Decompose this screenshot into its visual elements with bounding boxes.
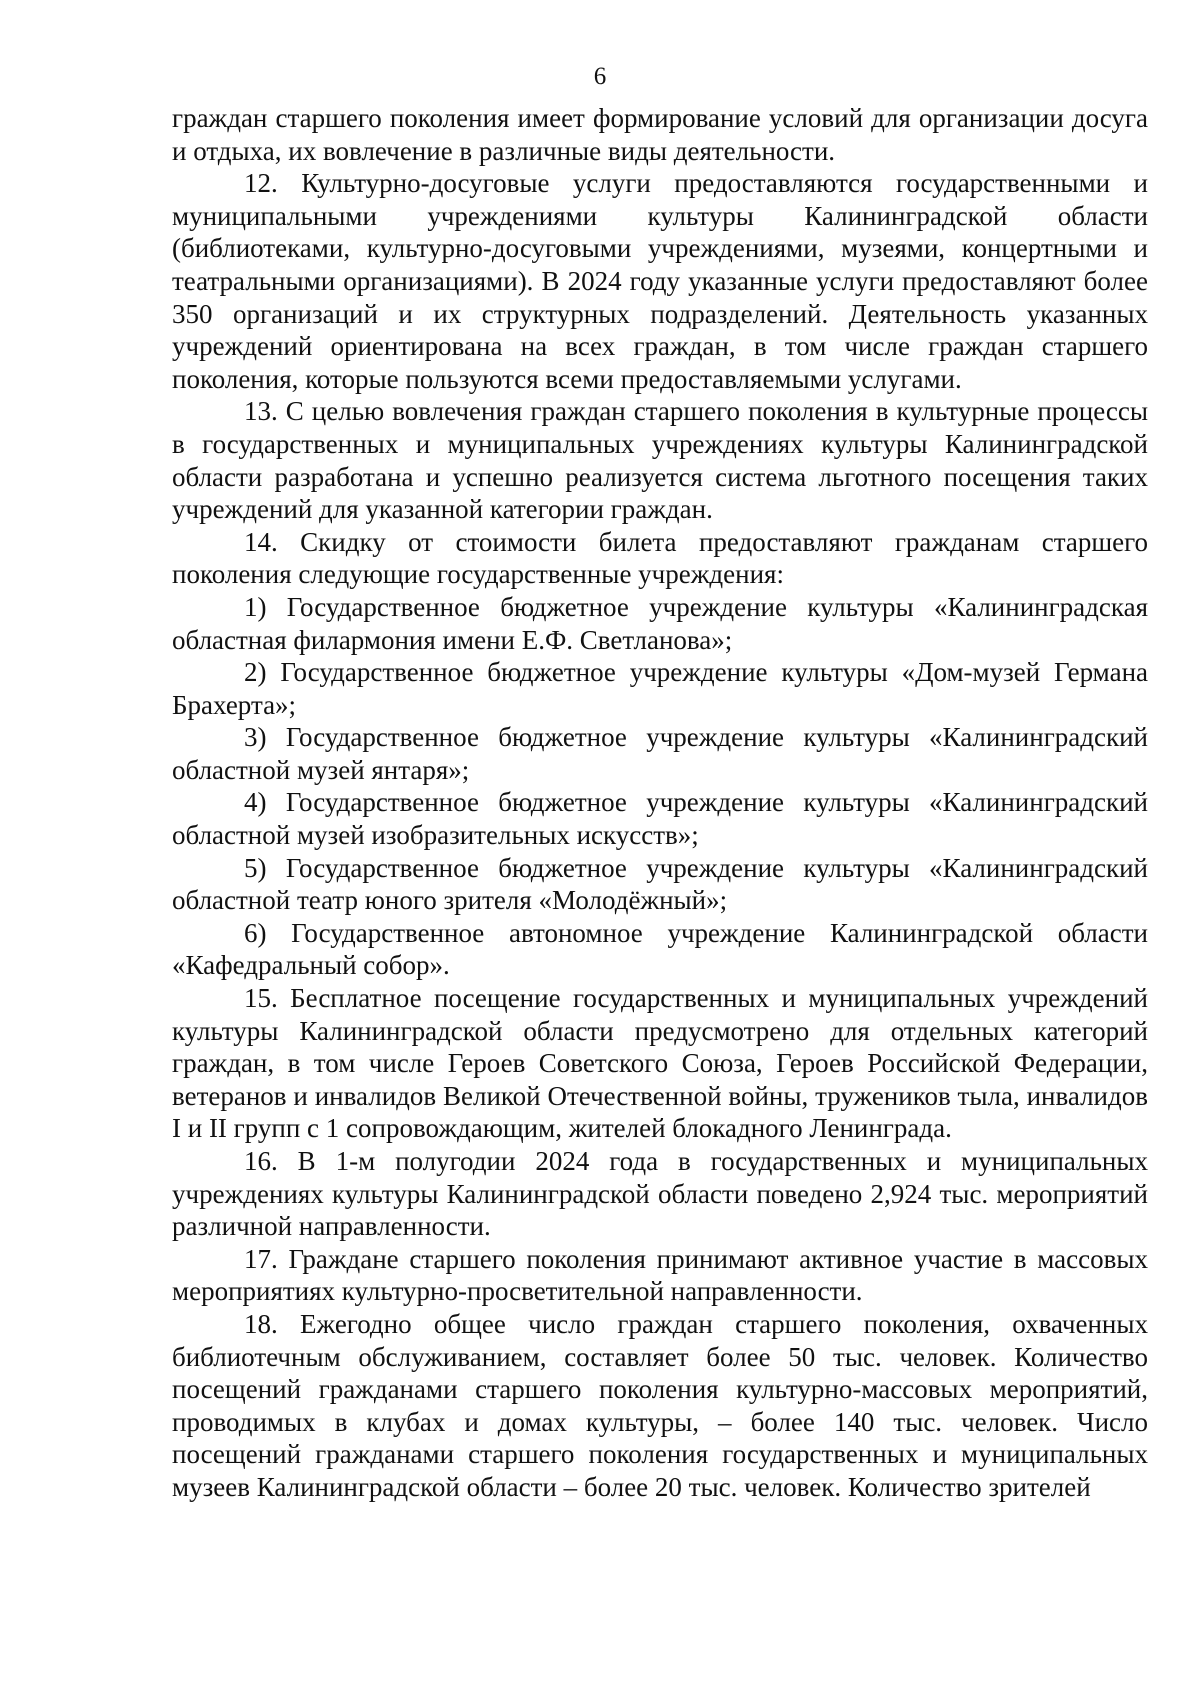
document-body <box>172 102 1148 1504</box>
paragraph-intro: граждан старшего поколения имеет формирование условий для организации досуга и отдыха, их вовлечение в различные виды деятельности. <box>172 103 1148 166</box>
paragraph-18: 18. Ежегодно общее число граждан старшего поколения, охваченных библиотечным обслуживанием, составляет более 50 тыс. человек. Количество посещений гражданами старшего поколения культурно-массовых мероприятий, проводимых в клубах и домах культуры, – более 140 тыс. человек. Число посещений гражданами старшего поколения государственных и муниципальных музеев Калининградской области – более 20 тыс. человек. Количество зрителей <box>172 1308 1148 1502</box>
paragraph-13: 13. С целью вовлечения граждан старшего поколения в культурные процессы в государственных и муниципальных учреждениях культуры Калининградской области разработана и успешно реализуется система льготного посещения таких учреждений для указанной категории граждан. <box>172 396 1148 525</box>
list-item-2: 2) Государственное бюджетное учреждение культуры «Дом-музей Германа Брахерта»; <box>172 657 1148 720</box>
list-item-3: 3) Государственное бюджетное учреждение культуры «Калининградский областной музей янтаря»; <box>172 722 1148 785</box>
list-item-1: 1) Государственное бюджетное учреждение культуры «Калининградская областная филармония имени Е.Ф. Светланова»; <box>172 591 1148 655</box>
list-item-6: 6) Государственное автономное учреждение Калининградской области «Кафедральный собор». <box>172 917 1148 981</box>
paragraph-15: 15. Бесплатное посещение государственных и муниципальных учреждений культуры Калининградской области предусмотрено для отдельных категорий граждан, в том числе Героев Советского Союза, Героев Российской Федерации, ветеранов и инвалидов Великой Отечественной войны, тружеников тыла, инвалидов I и II групп с 1 сопровождающим, жителей блокадного Ленинграда. <box>172 983 1148 1144</box>
page-number: 6 <box>593 63 607 90</box>
list-item-5: 5) Государственное бюджетное учреждение культуры «Калининградский областной театр юного зрителя «Молодёжный»; <box>172 852 1148 916</box>
paragraph-12: 12. Культурно-досуговые услуги предоставляются государственными и муниципальными учреждениями культуры Калининградской области (библиотеками, культурно-досуговыми учреждениями, музеями, концертными и театральными организациями). В 2024 году указанные услуги предоставляют более 350 организаций и их структурных подразделений. Деятельность указанных учреждений ориентирована на всех граждан, в том числе граждан старшего поколения, которые пользуются всеми предоставляемыми услугами. <box>172 168 1148 394</box>
paragraph-16: 16. В 1-м полугодии 2024 года в государственных и муниципальных учреждениях культуры Калининградской области поведено 2,924 тыс. мероприятий различной направленности. <box>172 1146 1148 1242</box>
list-item-4: 4) Государственное бюджетное учреждение культуры «Калининградский областной музей изобразительных искусств»; <box>172 787 1148 851</box>
paragraph-14: 14. Скидку от стоимости билета предоставляют гражданам старшего поколения следующие государственные учреждения: <box>172 526 1148 590</box>
paragraph-17: 17. Граждане старшего поколения принимают активное участие в массовых мероприятиях культурно-просветительной направленности. <box>172 1243 1148 1307</box>
